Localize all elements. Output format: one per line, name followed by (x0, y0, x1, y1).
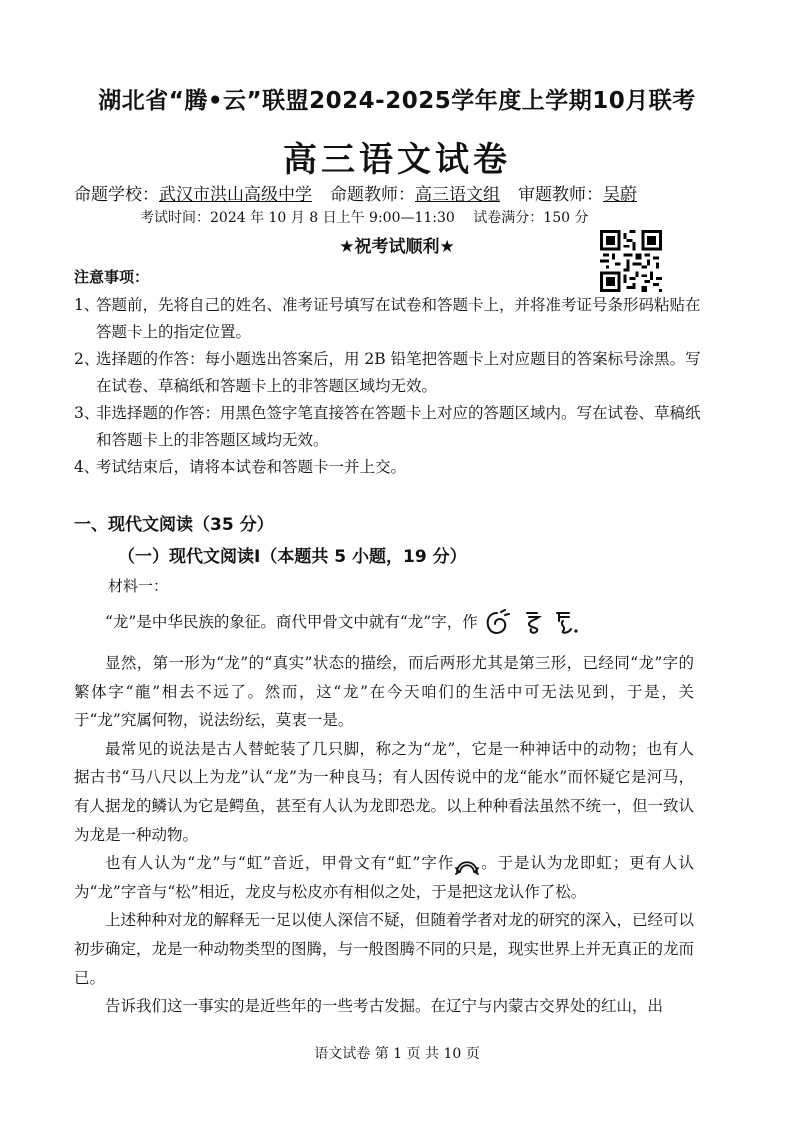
setter-value: 高三语文组 (415, 185, 500, 205)
paragraph (74, 849, 694, 906)
subsection-title: （一）现代文阅读Ⅰ（本题共 5 小题，19 分） (118, 547, 467, 567)
paragraph-text: 。于是认为龙即虹；更有人认为“龙”字音与“松”相近，龙皮与松皮亦有相似之处，于是把这龙认作了松。 (74, 854, 694, 901)
notes-list (74, 292, 704, 481)
note-text: 答题前，先将自己的姓名、准考证号填写在试卷和答题卡上，并将准考证号条形码粘贴在答题卡上的指定位置。 (96, 296, 701, 341)
paragraph: 显然，第一形为“龙”的“真实”状态的描绘，而后两形尤其是第三形，已经同“龙”字的繁体字“龍”相去不远了。然而，这“龙”在今天咱们的生活中可无法见到，于是，关于“龙”究属何物，说法纷纭，莫衷一是。 (74, 654, 694, 730)
paragraph-text: 也有人认为“龙”与“虹”音近，甲骨文有“虹”字作 (105, 854, 455, 873)
reviewer-label: 审题教师： (518, 185, 603, 205)
oracle-rainbow-glyph-icon (454, 853, 480, 875)
note-text: 非选择题的作答：用黑色签字笔直接答在答题卡上对应的答题区域内。写在试卷、草稿纸和答题卡上的非答题区域均无效。 (96, 404, 701, 449)
note-number: 4、 (74, 458, 100, 476)
note-item (74, 292, 704, 346)
paragraph: 最常见的说法是古人替蛇装了几只脚，称之为“龙”，它是一种神话中的动物；也有人据古书“马八尺以上为龙”认“龙”为一种良马；有人因传说中的龙“能水”而怀疑它是河马，有人据龙的鳞认为它是鳄鱼，甚至有人认为龙即恐龙。以上种种看法虽然不统一，但一致认为龙是一种动物。 (74, 739, 695, 844)
staff-line (74, 180, 724, 205)
notes-title: 注意事项： (74, 268, 150, 286)
exam-time-info: 考试时间：2024 年 10 月 8 日上午 9:00—11:30 试卷满分：150 分 (140, 210, 589, 226)
paragraph (74, 608, 694, 637)
good-luck-banner: ★祝考试顺利★ (339, 237, 455, 257)
subject-title: 高三语文试卷 (283, 140, 511, 180)
exam-title: 湖北省“腾•云”联盟2024-2025学年度上学期10月联考 (98, 88, 696, 114)
note-text: 选择题的作答：每小题选出答案后，用 2B 铅笔把答题卡上对应题目的答案标号涂黑。写在试卷、草稿纸和答题卡上的非答题区域均无效。 (96, 350, 701, 395)
school-value: 武汉市洪山高级中学 (159, 185, 312, 205)
section-title: 一、现代文阅读（35 分） (74, 515, 274, 535)
note-number: 3、 (74, 404, 100, 422)
note-item (74, 400, 704, 454)
paragraph-text: “龙”是中华民族的象征。商代甲骨文中就有“龙”字，作 (105, 613, 478, 631)
oracle-dragon-glyph-icon (483, 609, 579, 637)
qr-code-icon (600, 230, 662, 292)
paragraph: 告诉我们这一事实的是近些年的一些考古发掘。在辽宁与内蒙古交界处的红山，出 (105, 997, 664, 1016)
setter-label: 命题教师： (330, 185, 415, 205)
note-number: 2、 (74, 350, 100, 368)
paragraph: 上述种种对龙的解释无一足以使人深信不疑，但随着学者对龙的研究的深入，已经可以初步确定，龙是一种动物类型的图腾，与一般图腾不同的只是，现实世界上并无真正的龙而已。 (74, 911, 695, 987)
note-number: 1、 (74, 296, 100, 314)
note-text: 考试结束后，请将本试卷和答题卡一并上交。 (96, 458, 407, 476)
reading-passage (74, 608, 694, 1021)
reviewer-value: 吴蔚 (603, 185, 637, 205)
page-footer: 语文试卷 第 1 页 共 10 页 (314, 1046, 480, 1062)
note-item (74, 346, 704, 400)
school-label: 命题学校： (74, 185, 159, 205)
material-label: 材料一： (108, 577, 169, 595)
note-item (74, 454, 704, 481)
